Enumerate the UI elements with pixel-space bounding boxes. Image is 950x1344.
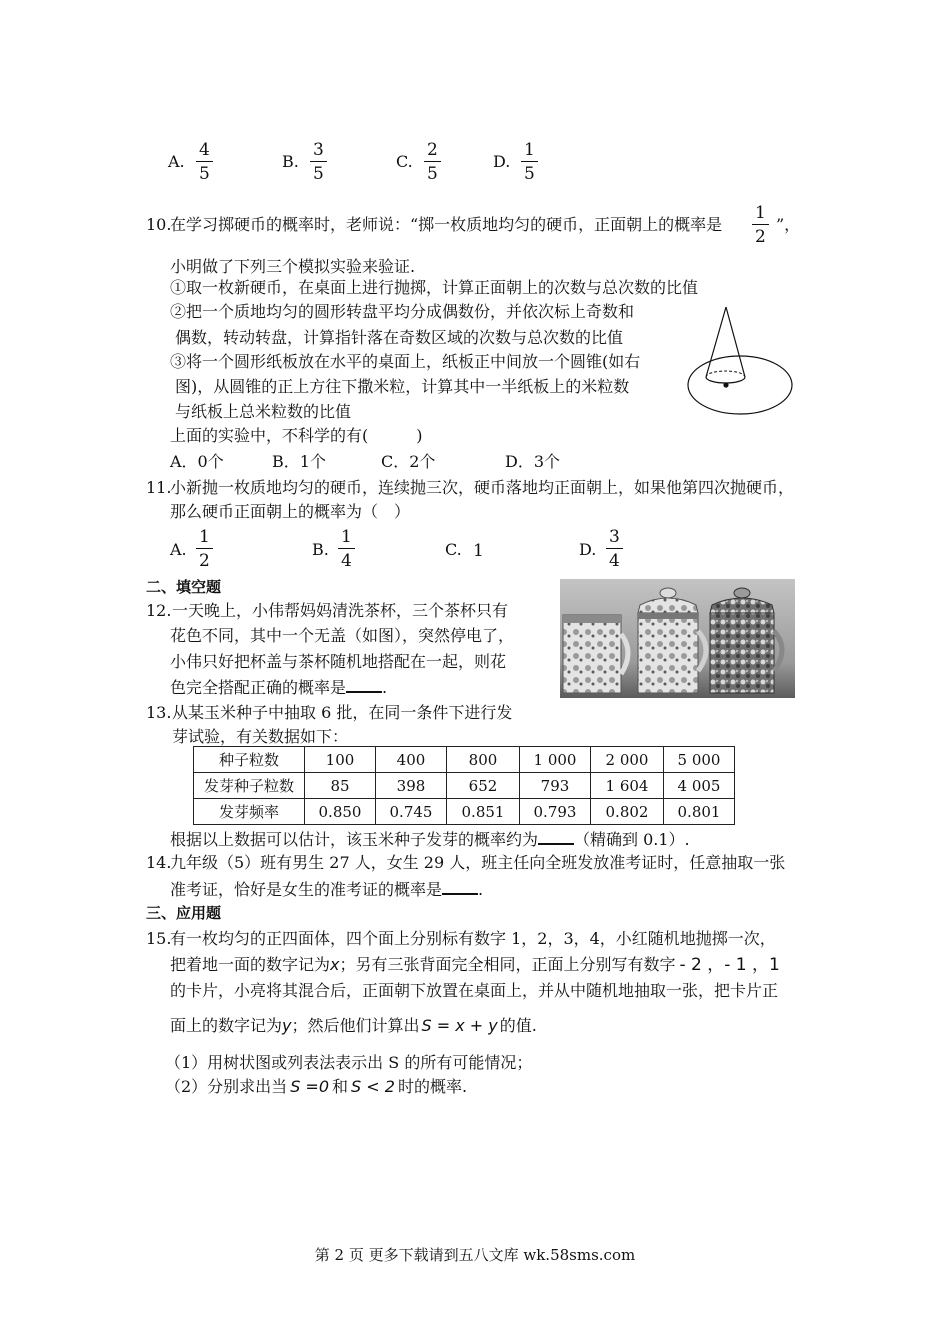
tea-cups-photo [560,579,795,698]
q14-line2: 准考证，恰好是女生的准考证的概率是 . [170,880,484,899]
q9-option-c-fraction: $\frac{2}{5}$ [424,140,441,184]
q10-experiment-3c: 与纸板上总米粒数的比值 [175,402,352,421]
q15-line2: 把着地一面的数字记为x；另有三张背面完全相同，正面上分别写有数字 - 2 ，- 1 ，1 [170,955,780,975]
q13-line2: 芽试验，有关数据如下： [172,727,349,746]
q11-option-d-label: D. [579,540,597,559]
q15-number: 15. [146,929,172,948]
table-row: 种子粒数 100 400 800 1 000 2 000 5 000 [194,747,735,773]
q13-conclusion: 根据以上数据可以估计，该玉米种子发芽的概率约为 （精确到 0.1）. [170,830,690,849]
q10-experiment-2a: ②把一个质地均匀的圆形转盘平均分成偶数份，并依次标上奇数和 [170,302,635,321]
q14-number: 14. [146,853,172,872]
q10-option-a: A．0个 [170,452,224,471]
q10-experiment-3a: ③将一个圆形纸板放在水平的桌面上，纸板正中间放一个圆锥(如右 [170,352,641,371]
q15-sub2: （2）分别求出当 S =0 和 S < 2 时的概率. [165,1077,468,1096]
q9-option-b-label: B. [282,152,299,171]
q9-option-d-fraction: $\frac{1}{5}$ [521,140,538,184]
page-footer: 第 2 页 更多下载请到五八文库 wk.58sms.com [314,1246,636,1264]
q11-option-c-label: C. [445,540,462,559]
q13-number: 13. [146,703,172,722]
q14-answer-blank [442,879,478,895]
q14-line1: 九年级（5）班有男生 27 人，女生 29 人，班主任向全班发放准考证时，任意抽取一张 [170,853,786,872]
q11-option-b-fraction: $\frac{1}{4}$ [338,527,355,571]
q11-number: 11. [146,478,172,497]
section-fill-in-heading: 二、填空题 [146,578,222,596]
q12-line4: 色完全搭配正确的概率是 . [170,678,388,697]
q10-question: 上面的实验中，不科学的有( ) [170,426,423,445]
q15-line1: 有一枚均匀的正四面体，四个面上分别标有数字 1，2，3，4，小红随机地抛掷一次， [170,929,776,948]
q9-option-a-fraction: $\frac{4}{5}$ [196,140,213,184]
q9-option-c-label: C. [396,152,413,171]
q12-answer-blank [346,677,382,693]
q11-option-c-value: 1 [473,541,484,561]
q9-option-a-label: A. [168,152,185,171]
q9-option-b-fraction: $\frac{3}{5}$ [310,140,327,184]
q11-line1: 小新抛一枚质地均匀的硬币，连续抛三次，硬币落地均正面朝上，如果他第四次抛硬币， [170,478,795,497]
q11-option-a-label: A. [170,540,187,559]
q12-number: 12. [146,601,172,620]
q12-line2: 花色不同，其中一个无盖（如图），突然停电了， [170,626,515,645]
q10-experiment-1: ①取一枚新硬币，在桌面上进行抛掷，计算正面朝上的次数与总次数的比值 [170,278,699,297]
q10-option-d: D．3个 [505,452,561,471]
q10-experiment-2b: 偶数，转动转盘，计算指针落在奇数区域的次数与总次数的比值 [175,328,624,347]
q10-option-b: B．1个 [272,452,326,471]
q11-line2: 那么硬币正面朝上的概率为（ ） [170,502,411,521]
q10-line1: 在学习掷硬币的概率时，老师说：“掷一枚质地均匀的硬币，正面朝上的概率是 [170,215,723,234]
q11-option-b-label: B. [312,540,329,559]
table-row: 发芽频率 0.850 0.745 0.851 0.793 0.802 0.801 [194,799,735,825]
q10-line2: 小明做了下列三个模拟实验来验证. [170,257,416,276]
q10-number: 10. [146,215,172,234]
q15-line3: 的卡片，小亮将其混合后，正面朝下放置在桌面上，并从中随机地抽取一张，把卡片正 [170,981,779,1000]
q12-line1: 一天晚上，小伟帮妈妈清洗茶杯，三个茶杯只有 [172,601,509,620]
q15-sub1: （1）用树状图或列表法表示出 S 的所有可能情况； [165,1053,533,1072]
q12-line3: 小伟只好把杯盖与茶杯随机地搭配在一起，则花 [170,652,507,671]
table-row: 发芽种子粒数 85 398 652 793 1 604 4 005 [194,773,735,799]
cone-on-board-figure [686,305,796,417]
q11-option-d-fraction: $\frac{3}{4}$ [606,527,623,571]
q11-option-a-fraction: $\frac{1}{2}$ [196,527,213,571]
q9-option-d-label: D. [493,152,511,171]
q15-line4: 面上的数字记为y；然后他们计算出 S = x + y 的值. [170,1016,537,1035]
germination-table [193,746,735,825]
q13-line1: 从某玉米种子中抽取 6 批，在同一条件下进行发 [172,703,513,722]
q13-answer-blank [538,829,574,845]
q10-experiment-3b: 图)，从圆锥的正上方往下撒米粒，计算其中一半纸板上的米粒数 [175,377,630,396]
section-application-heading: 三、应用题 [146,904,222,922]
q10-option-c: C．2个 [381,452,436,471]
q10-fraction: $\frac{1}{2}$ [752,203,769,247]
q10-line1-end: ”， [776,215,801,234]
